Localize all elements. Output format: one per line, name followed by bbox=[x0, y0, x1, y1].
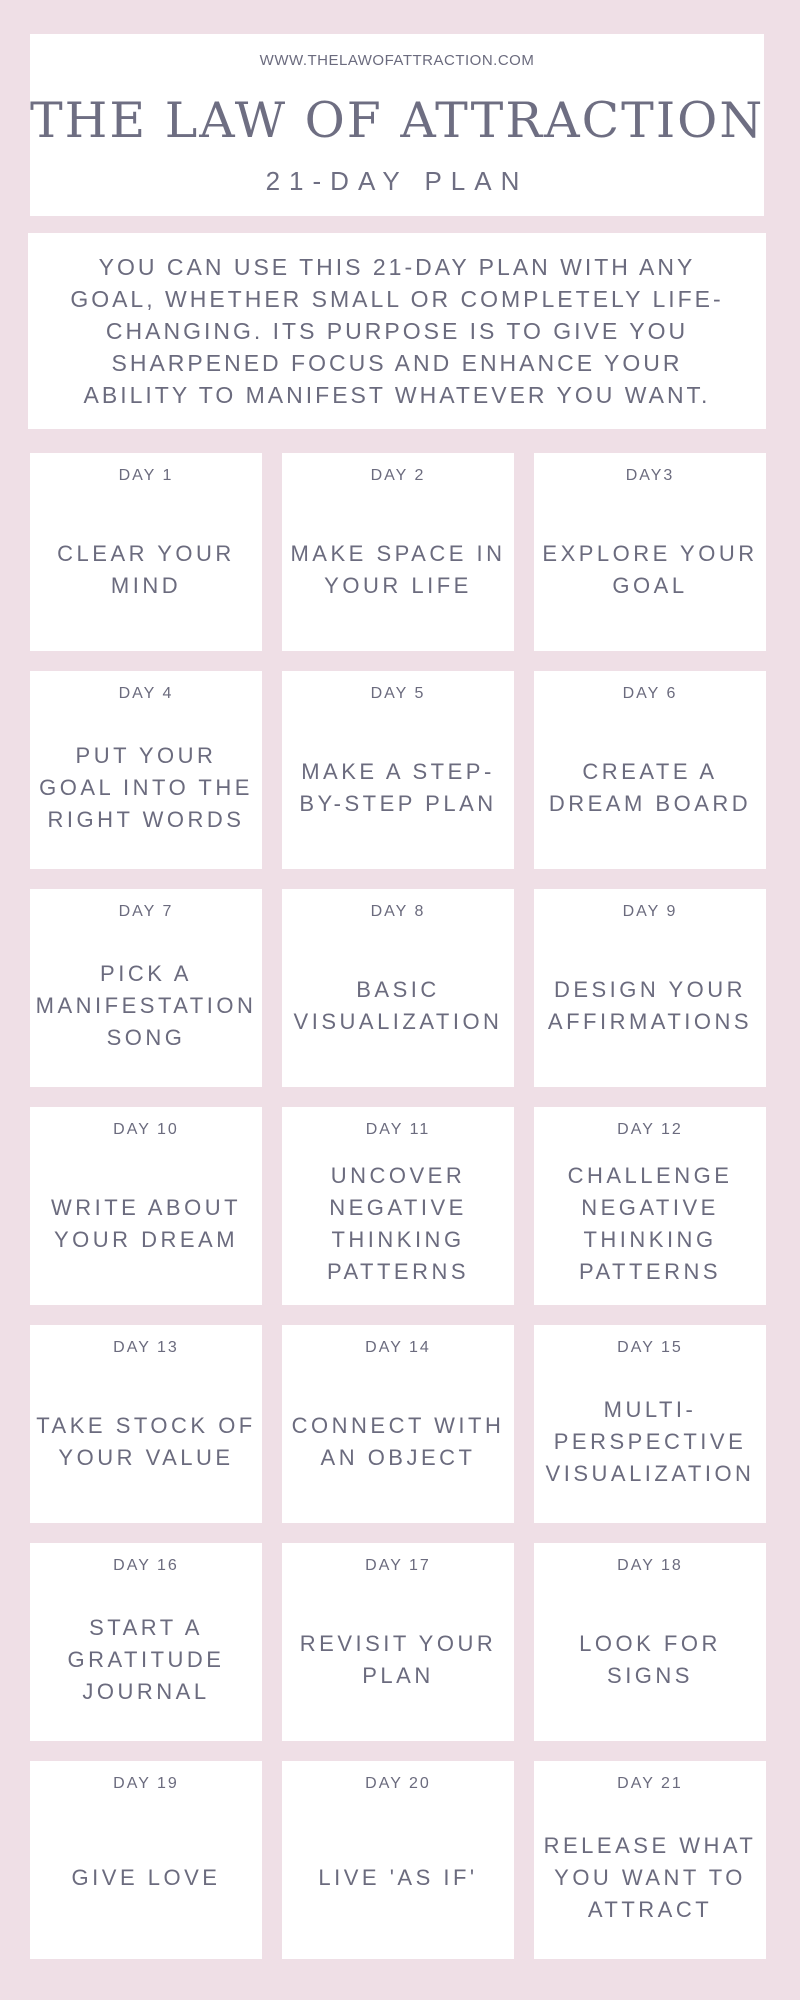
day-title: WRITE ABOUT YOUR DREAM bbox=[50, 1195, 242, 1252]
day-card bbox=[30, 671, 262, 869]
day-title: PICK A MANIFESTATION SONG bbox=[35, 961, 257, 1050]
day-card bbox=[282, 1107, 514, 1305]
day-card bbox=[534, 671, 766, 869]
day-card-body bbox=[30, 1587, 262, 1733]
day-card bbox=[282, 453, 514, 651]
day-title: EXPLORE YOUR GOAL bbox=[542, 541, 758, 598]
day-card-body bbox=[534, 1805, 766, 1951]
day-title: LOOK FOR SIGNS bbox=[579, 1631, 721, 1688]
day-card bbox=[534, 453, 766, 651]
day-card-body bbox=[534, 1587, 766, 1733]
header-panel bbox=[30, 34, 764, 216]
day-card-body bbox=[534, 933, 766, 1079]
day-title: CLEAR YOUR MIND bbox=[57, 541, 235, 598]
day-label: DAY 5 bbox=[370, 685, 426, 702]
day-card-body bbox=[282, 715, 514, 861]
day-label: DAY 17 bbox=[365, 1557, 431, 1574]
day-card bbox=[282, 1761, 514, 1959]
day-card-body bbox=[30, 497, 262, 643]
day-card-body bbox=[30, 715, 262, 861]
day-label: DAY 1 bbox=[118, 467, 174, 484]
day-label: DAY 4 bbox=[118, 685, 174, 702]
day-card-body bbox=[534, 715, 766, 861]
day-card bbox=[282, 671, 514, 869]
day-title: TAKE STOCK OF YOUR VALUE bbox=[36, 1413, 256, 1470]
intro-text: YOU CAN USE THIS 21-DAY PLAN WITH ANY GOAL, WHETHER SMALL OR COMPLETELY LIFE-CHANGING. ITS PURPOSE IS TO GIVE YOU SHARPENED FOCUS AND ENHANCE YOUR ABILITY TO MANIFEST WHATEVER YOU WANT. bbox=[70, 254, 724, 408]
day-card-body bbox=[282, 1587, 514, 1733]
day-title: PUT YOUR GOAL INTO THE RIGHT WORDS bbox=[39, 743, 253, 832]
day-card-body bbox=[282, 497, 514, 643]
day-label: DAY 6 bbox=[622, 685, 678, 702]
day-card bbox=[30, 1543, 262, 1741]
day-card bbox=[534, 1325, 766, 1523]
day-label: DAY 7 bbox=[118, 903, 174, 920]
day-title: REVISIT YOUR PLAN bbox=[299, 1631, 497, 1688]
day-card bbox=[534, 1107, 766, 1305]
day-card-body bbox=[534, 497, 766, 643]
intro-panel bbox=[28, 233, 766, 429]
day-title: CONNECT WITH AN OBJECT bbox=[291, 1413, 505, 1470]
day-card bbox=[30, 889, 262, 1087]
day-label: DAY 10 bbox=[113, 1121, 179, 1138]
day-label: DAY 14 bbox=[365, 1339, 431, 1356]
day-card bbox=[534, 1761, 766, 1959]
day-card bbox=[30, 1761, 262, 1959]
day-card-body bbox=[282, 1151, 514, 1297]
day-card-body bbox=[30, 933, 262, 1079]
day-title: BASIC VISUALIZATION bbox=[293, 977, 503, 1034]
day-card bbox=[282, 1543, 514, 1741]
day-title: LIVE 'AS IF' bbox=[318, 1865, 478, 1890]
day-label: DAY 2 bbox=[370, 467, 426, 484]
day-title: GIVE LOVE bbox=[71, 1865, 221, 1890]
page-title: THE LAW OF ATTRACTION bbox=[30, 92, 765, 149]
day-label: DAY 21 bbox=[617, 1775, 683, 1792]
day-title: MULTI-PERSPECTIVE VISUALIZATION bbox=[545, 1397, 755, 1486]
day-title: UNCOVER NEGATIVE THINKING PATTERNS bbox=[326, 1163, 470, 1284]
day-card bbox=[30, 1325, 262, 1523]
day-title: DESIGN YOUR AFFIRMATIONS bbox=[547, 977, 753, 1034]
day-card-body bbox=[282, 1805, 514, 1951]
site-url[interactable]: WWW.THELAWOFATTRACTION.COM bbox=[259, 52, 535, 69]
day-title: CREATE A DREAM BOARD bbox=[548, 759, 752, 816]
day-card-body bbox=[282, 1369, 514, 1515]
day-card bbox=[30, 453, 262, 651]
day-title: MAKE A STEP-BY-STEP PLAN bbox=[299, 759, 497, 816]
day-card-body bbox=[30, 1369, 262, 1515]
day-card-body bbox=[534, 1151, 766, 1297]
day-card bbox=[282, 889, 514, 1087]
day-title: START A GRATITUDE JOURNAL bbox=[67, 1615, 225, 1704]
day-title: CHALLENGE NEGATIVE THINKING PATTERNS bbox=[567, 1163, 733, 1284]
day-title: MAKE SPACE IN YOUR LIFE bbox=[290, 541, 506, 598]
day-label: DAY 15 bbox=[617, 1339, 683, 1356]
day-label: DAY 19 bbox=[113, 1775, 179, 1792]
day-card-body bbox=[534, 1369, 766, 1515]
day-label: DAY 8 bbox=[370, 903, 426, 920]
day-label: DAY 12 bbox=[617, 1121, 683, 1138]
day-card bbox=[534, 1543, 766, 1741]
day-card bbox=[534, 889, 766, 1087]
day-card-body bbox=[30, 1805, 262, 1951]
day-card-body bbox=[282, 933, 514, 1079]
day-card bbox=[282, 1325, 514, 1523]
day-label: DAY3 bbox=[625, 467, 675, 484]
day-label: DAY 13 bbox=[113, 1339, 179, 1356]
day-card bbox=[30, 1107, 262, 1305]
day-title: RELEASE WHAT YOU WANT TO ATTRACT bbox=[543, 1833, 757, 1922]
day-label: DAY 9 bbox=[622, 903, 678, 920]
day-label: DAY 11 bbox=[365, 1121, 431, 1138]
day-label: DAY 18 bbox=[617, 1557, 683, 1574]
day-label: DAY 16 bbox=[113, 1557, 179, 1574]
day-label: DAY 20 bbox=[365, 1775, 431, 1792]
page-subtitle: 21-DAY PLAN bbox=[265, 166, 529, 196]
day-card-body bbox=[30, 1151, 262, 1297]
